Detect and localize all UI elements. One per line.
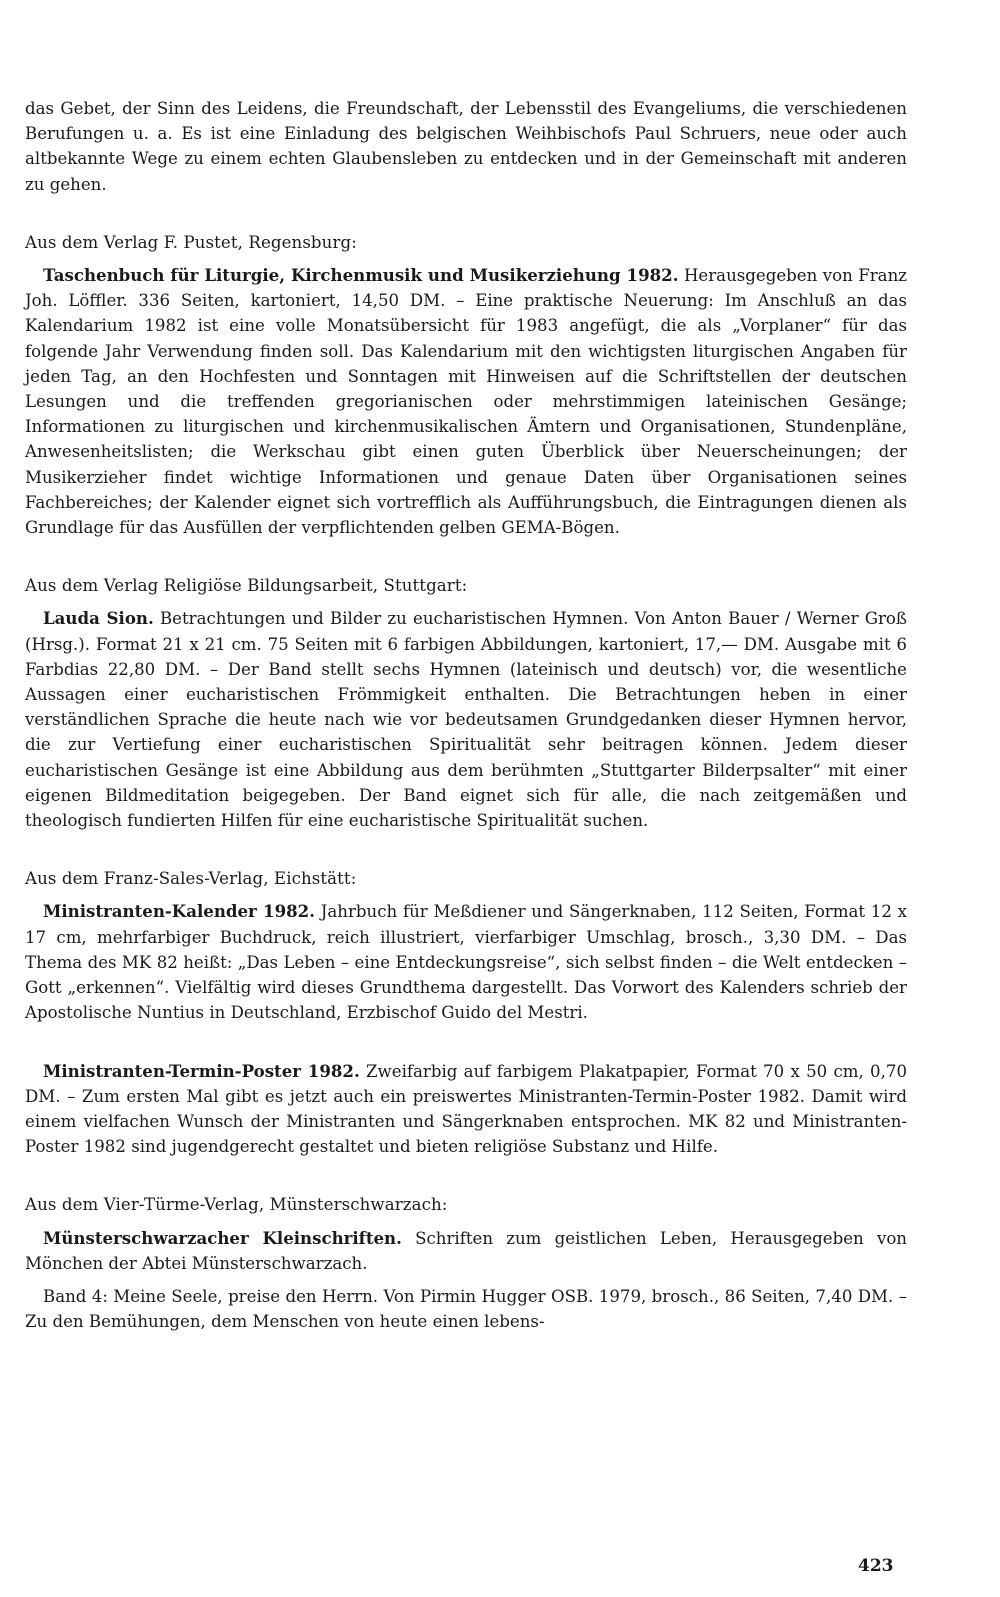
entry-title: Münsterschwarzacher Kleinschriften. bbox=[43, 1227, 402, 1248]
entry-text: Schriften zum geistlichen Leben, Herausgegeben von Mönchen der Abtei Münsterschwarzach. bbox=[25, 1228, 907, 1273]
entry-title: Taschenbuch für Liturgie, Kirchenmusik und Musikerziehung 1982. bbox=[43, 265, 679, 286]
entry-kleinschriften bbox=[25, 1226, 907, 1276]
entry-taschenbuch bbox=[25, 263, 907, 540]
entry-title: Lauda Sion. bbox=[43, 608, 154, 629]
entry-text: Jahrbuch für Meßdiener und Sängerknaben, 112 Seiten, Format 12 x 17 cm, mehrfarbiger Buchdruck, reich illustriert, vierfarbiger Umschlag, brosch., 3,30 DM. – Das Thema des MK 82 heißt: „Das Leben – eine Entdeckungsreise“, sich selbst finden – die Welt entdecken – Gott „erkennen“. Vielfältig wird dieses Grundthema dargestellt. Das Vorwort des Kalenders schrieb der Apostolische Nuntius in Deutschland, Erzbischof Guido del Mestri. bbox=[25, 902, 907, 1023]
publisher-heading-religioese-bildungsarbeit: Aus dem Verlag Religiöse Bildungsarbeit, Stuttgart: bbox=[25, 576, 468, 596]
entry-band-4 bbox=[25, 1284, 907, 1334]
entry-text: Zweifarbig auf farbigem Plakatpapier, Format 70 x 50 cm, 0,70 DM. – Zum ersten Mal gibt es jetzt auch ein preiswertes Ministranten-Termin-Poster 1982. Damit wird einem vielfachen Wunsch der Ministranten und Sängerknaben entsprochen. MK 82 und Ministranten-Poster 1982 sind jugendgerecht gestaltet und bieten religiöse Substanz und Hilfe. bbox=[25, 1061, 908, 1157]
text-column bbox=[25, 96, 907, 1334]
page-number: 423 bbox=[858, 1556, 894, 1576]
continuation-paragraph: das Gebet, der Sinn des Leidens, die Freundschaft, der Lebensstil des Evangeliums, die verschiedenen Berufungen u. a. Es ist eine Einladung des belgischen Weihbischofs Paul Schruers, neue oder auch altbekannte Wege zu einem echten Glaubensleben zu entdecken und in der Gemeinschaft mit anderen zu gehen. bbox=[25, 99, 907, 194]
entry-title: Ministranten-Kalender 1982. bbox=[43, 901, 315, 922]
publisher-heading-pustet: Aus dem Verlag F. Pustet, Regensburg: bbox=[25, 232, 357, 252]
entry-ministranten-kalender bbox=[25, 899, 907, 1025]
publisher-heading-vier-tuerme: Aus dem Vier-Türme-Verlag, Münsterschwarzach: bbox=[25, 1195, 448, 1215]
entry-text: Herausgegeben von Franz Joh. Löffler. 336 Seiten, kartoniert, 14,50 DM. – Eine praktische Neuerung: Im Anschluß an das Kalendarium 1982 ist eine volle Monatsübersicht für 1983 angefügt, die als „Vorplaner“ für das folgende Jahr Verwendung finden soll. Das Kalendarium mit den wichtigsten liturgischen Angaben für jeden Tag, an den Hochfesten und Sonntagen mit Hinweisen auf die Schriftstellen der deutschen Lesungen und die treffenden gregorianischen oder mehrstimmigen lateinischen Gesänge; Informationen zu liturgischen und kirchenmusikalischen Ämtern und Organisationen, Stundenpläne, Anwesenheitslisten; die Werkschau gibt einen guten Überblick über Neuerscheinungen; der Musikerzieher findet wichtige Informationen und genaue Daten über Organisationen seines Fachbereiches; der Kalender eignet sich vortrefflich als Aufführungsbuch, die Eintragungen dienen als Grundlage für das Ausfüllen der verpflichtenden gelben GEMA-Bögen. bbox=[25, 266, 907, 538]
publisher-heading-franz-sales: Aus dem Franz-Sales-Verlag, Eichstätt: bbox=[25, 869, 357, 889]
entry-text: Betrachtungen und Bilder zu eucharistischen Hymnen. Von Anton Bauer / Werner Groß (Hrsg.). Format 21 x 21 cm. 75 Seiten mit 6 farbigen Abbildungen, kartoniert, 17,— DM. Ausgabe mit 6 Farbdias 22,80 DM. – Der Band stellt sechs Hymnen (lateinisch und deutsch) vor, die wesentliche Aussagen einer eucharistischen Frömmigkeit enthalten. Die Betrachtungen heben in einer verständlichen Sprache die heute nach wie vor bedeutsamen Grundgedanken dieser Hymnen hervor, die zur Vertiefung einer eucharistischen Spiritualität sehr beitragen können. Jedem dieser eucharistischen Gesänge ist eine Abbildung aus dem berühmten „Stuttgarter Bilderpsalter“ mit einer eigenen Bildmeditation beigegeben. Der Band eignet sich für alle, die nach zeitgemäßen und theologisch fundierten Hilfen für eine eucharistische Spiritualität suchen. bbox=[25, 609, 908, 831]
entry-lauda-sion bbox=[25, 606, 907, 833]
entry-title: Ministranten-Termin-Poster 1982. bbox=[43, 1060, 360, 1081]
entry-text: Band 4: Meine Seele, preise den Herrn. Von Pirmin Hugger OSB. 1979, brosch., 86 Seiten, 7,40 DM. – Zu den Bemühungen, dem Menschen von heute einen lebens- bbox=[25, 1286, 907, 1332]
entry-ministranten-poster bbox=[25, 1059, 907, 1160]
